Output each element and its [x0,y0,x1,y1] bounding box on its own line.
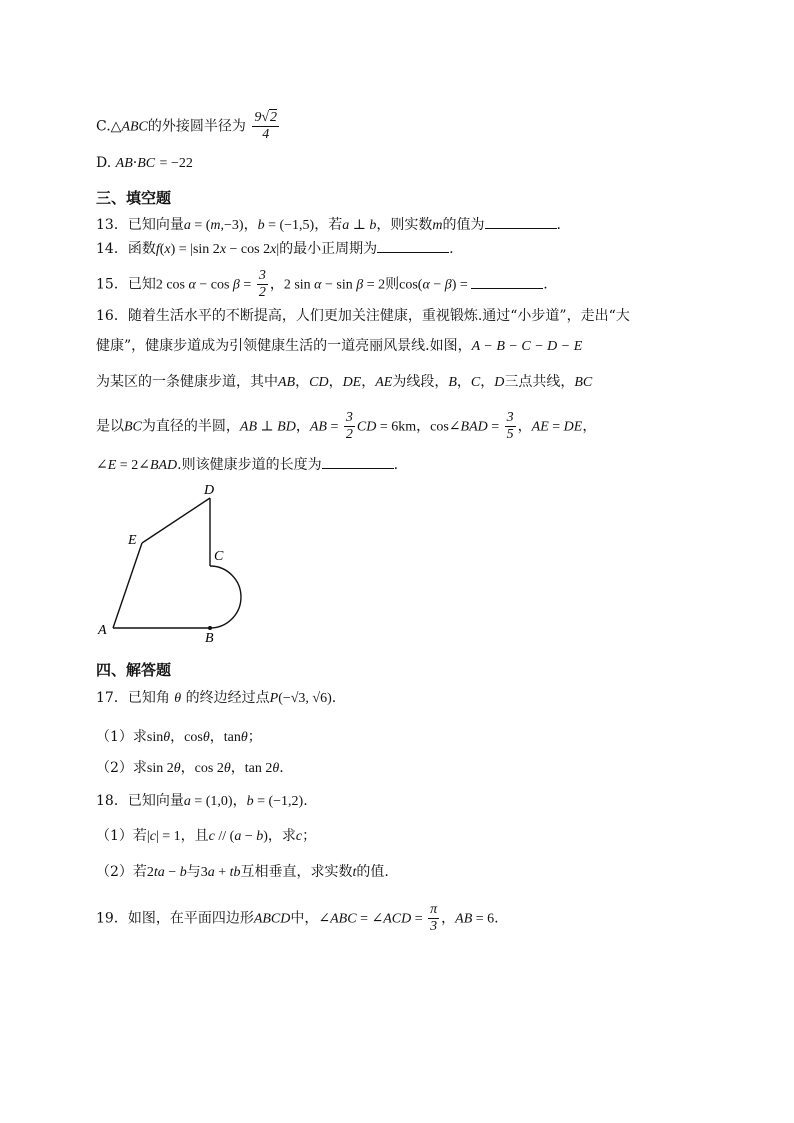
question-17-part-1: （1）求sinθ，cosθ，tanθ； [96,729,262,745]
question-18-part-2: （2）若2ta − b与3a + tb互相垂直，求实数t的值. [96,864,389,880]
triangle-symbol: △ [110,118,122,135]
segment-ed [142,498,210,543]
label-a: A [98,623,107,638]
q12-option-d: D. AB·BC = −22 [96,155,193,171]
question-16-line-5: ∠E = 2∠BAD.则该健康步道的长度为 . [96,454,398,476]
answer-blank[interactable] [485,214,557,229]
question-16-line-4: 是以BC为直径的半圆，AB ⊥ BD，AB = $\frac{3}{2}$ CD = 6km，cos∠BAD = $\frac{3}{5}$ ，AE = DE， [96,410,597,442]
section-3-title: 三、填空题 [96,189,172,207]
question-18: 18．已知向量a = (1,0)，b = (−1,2). [96,793,308,809]
question-19: 19．如图，在平面四边形ABCD中，∠ABC = ∠ACD = $\frac{\pi}{3}$ ，AB = 6. [96,902,499,934]
question-16-line-1: 16．随着生活水平的不断提高，人们更加关注健康，重视锻炼.通过“小步道”，走出“大 [96,308,630,324]
q12-option-c: C.△ABC的外接圆半径为 $\frac{9√2}{4}$ [96,110,278,142]
label-d: D [204,483,215,498]
section-4-title: 四、解答题 [96,661,172,679]
label-b: B [205,631,214,645]
answer-blank[interactable] [322,454,394,469]
question-13: 13．已知向量a = (m,−3)，b = (−1,5)，若a ⊥ b，则实数m的值为 . [96,214,561,236]
semicircle-bc [210,566,241,628]
radius-fraction: $\frac{9√2}{4}$ [254,110,278,142]
label-c: C [214,549,224,564]
question-16-line-3: 为某区的一条健康步道，其中AB，CD，DE，AE为线段，B，C，D三点共线，BC [96,374,593,390]
answer-blank[interactable] [377,238,449,253]
segment-ae [113,543,142,628]
walkway-figure [90,480,270,645]
question-15: 15．已知2 cos α − cos β = $\frac{3}{2}$ ，2 sin α − sin β = 2则cos(α − β) = . [96,268,548,300]
answer-blank[interactable] [471,274,543,289]
point-b-dot [208,626,212,630]
question-16-line-2: 健康”，健康步道成为引领健康生活的一道亮丽风景线.如图，A − B − C − D − E [96,338,583,354]
label-e: E [128,533,137,548]
question-18-part-1: （1）若|c| = 1，且c // (a − b)，求c； [96,828,317,844]
question-14: 14．函数f(x) = |sin 2x − cos 2x|的最小正周期为 . [96,238,454,260]
question-17-part-2: （2）求sin 2θ，cos 2θ，tan 2θ. [96,760,284,776]
question-17: 17．已知角 θ 的终边经过点P(−√3, √6). [96,690,337,706]
